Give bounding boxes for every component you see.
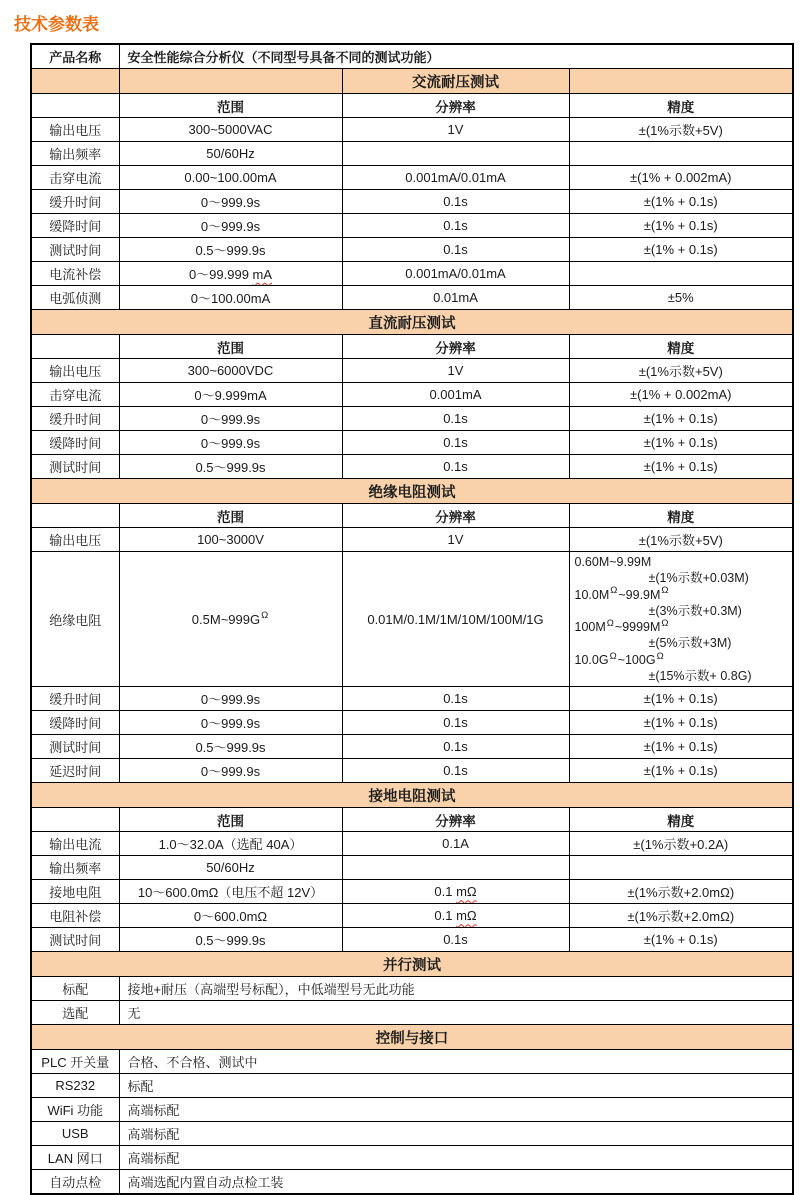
accuracy-cell: ±(1% + 0.002mA) bbox=[569, 166, 793, 190]
range-cell: 0～999.9s bbox=[119, 759, 342, 783]
omega-symbol: Ω bbox=[606, 618, 614, 630]
resolution-cell: 1V bbox=[342, 359, 569, 383]
accuracy-cell: ±(1% + 0.1s) bbox=[569, 687, 793, 711]
spec-row bbox=[31, 286, 793, 310]
spec-row bbox=[31, 928, 793, 952]
omega-symbol: Ω bbox=[661, 585, 669, 597]
row-label-cell: 选配 bbox=[31, 1001, 119, 1025]
resolution-cell: 0.1s bbox=[342, 711, 569, 735]
section-title-cell: 控制与接口 bbox=[31, 1025, 793, 1050]
row-label-cell: 缓升时间 bbox=[31, 407, 119, 431]
row-label-cell: 电弧侦测 bbox=[31, 286, 119, 310]
accuracy-cell bbox=[569, 552, 793, 687]
product-name-label: 产品名称 bbox=[31, 44, 119, 69]
spec-row bbox=[31, 1098, 793, 1122]
range-cell: 0～999.9s bbox=[119, 407, 342, 431]
omega-symbol: Ω bbox=[661, 618, 669, 630]
spec-row bbox=[31, 1170, 793, 1195]
spec-row bbox=[31, 904, 793, 928]
range-cell: 0～100.00mA bbox=[119, 286, 342, 310]
spec-row bbox=[31, 407, 793, 431]
accuracy-cell: ±(1%示数+2.0mΩ) bbox=[569, 904, 793, 928]
row-value-cell: 高端标配 bbox=[119, 1146, 793, 1170]
row-value-cell: 标配 bbox=[119, 1074, 793, 1098]
accuracy-cell: ±(1% + 0.1s) bbox=[569, 190, 793, 214]
accuracy-range-line: 0.60M~9.99M bbox=[574, 555, 652, 569]
section-band-row bbox=[31, 783, 793, 808]
row-label-cell: WiFi 功能 bbox=[31, 1098, 119, 1122]
spec-row bbox=[31, 455, 793, 479]
section-title-cell: 绝缘电阻测试 bbox=[31, 479, 793, 504]
range-cell: 0～9.999mA bbox=[119, 383, 342, 407]
spec-row bbox=[31, 711, 793, 735]
row-label-cell: USB bbox=[31, 1122, 119, 1146]
accuracy-cell: ±(1% + 0.1s) bbox=[569, 928, 793, 952]
row-label-cell: 击穿电流 bbox=[31, 383, 119, 407]
row-label-cell: RS232 bbox=[31, 1074, 119, 1098]
spec-row bbox=[31, 431, 793, 455]
row-value-cell: 高端标配 bbox=[119, 1122, 793, 1146]
column-header-row bbox=[31, 808, 793, 832]
resolution-cell bbox=[342, 142, 569, 166]
column-header-row bbox=[31, 335, 793, 359]
accuracy-cell bbox=[569, 856, 793, 880]
column-header-range: 范围 bbox=[119, 808, 342, 832]
row-label-cell: 测试时间 bbox=[31, 455, 119, 479]
row-label-cell: 测试时间 bbox=[31, 238, 119, 262]
resolution-cell: 1V bbox=[342, 118, 569, 142]
section-band-empty-cell bbox=[569, 69, 793, 94]
spec-row bbox=[31, 359, 793, 383]
resolution-cell: 0.1s bbox=[342, 455, 569, 479]
column-header-empty-cell bbox=[31, 504, 119, 528]
row-label-cell: 击穿电流 bbox=[31, 166, 119, 190]
resolution-cell: 0.1s bbox=[342, 238, 569, 262]
range-cell: 0～999.9s bbox=[119, 431, 342, 455]
spec-row bbox=[31, 759, 793, 783]
spec-row bbox=[31, 856, 793, 880]
accuracy-cell: ±(1%示数+2.0mΩ) bbox=[569, 880, 793, 904]
spec-row bbox=[31, 1122, 793, 1146]
row-label-cell: 缓升时间 bbox=[31, 190, 119, 214]
misspell-squiggle-text: mΩ bbox=[456, 908, 477, 924]
resolution-cell: 0.01M/0.1M/1M/10M/100M/1G bbox=[342, 552, 569, 687]
row-label-cell: 接地电阻 bbox=[31, 880, 119, 904]
resolution-cell: 0.1s bbox=[342, 687, 569, 711]
row-label-cell: 延迟时间 bbox=[31, 759, 119, 783]
column-header-resolution: 分辨率 bbox=[342, 808, 569, 832]
range-cell: 100~3000V bbox=[119, 528, 342, 552]
section-band-empty-cell bbox=[31, 69, 119, 94]
spec-row bbox=[31, 1050, 793, 1074]
column-header-resolution: 分辨率 bbox=[342, 504, 569, 528]
accuracy-cell: ±(1% + 0.1s) bbox=[569, 214, 793, 238]
column-header-empty-cell bbox=[31, 94, 119, 118]
row-label-cell: 输出频率 bbox=[31, 142, 119, 166]
column-header-row bbox=[31, 94, 793, 118]
accuracy-cell: ±(1% + 0.002mA) bbox=[569, 383, 793, 407]
accuracy-cell: ±(1%示数+5V) bbox=[569, 359, 793, 383]
range-cell: 50/60Hz bbox=[119, 856, 342, 880]
page-title: 技术参数表 bbox=[14, 15, 99, 34]
column-header-resolution: 分辨率 bbox=[342, 94, 569, 118]
accuracy-cell bbox=[569, 262, 793, 286]
spec-row bbox=[31, 552, 793, 687]
cell-text: 0.1 bbox=[434, 884, 457, 900]
section-title-cell: 交流耐压测试 bbox=[342, 69, 569, 94]
spec-row bbox=[31, 190, 793, 214]
spec-row bbox=[31, 262, 793, 286]
resolution-cell bbox=[342, 880, 569, 904]
section-band-row bbox=[31, 952, 793, 977]
product-name-row bbox=[31, 44, 793, 69]
accuracy-cell: ±(1%示数+0.2A) bbox=[569, 832, 793, 856]
resolution-cell: 0.1s bbox=[342, 759, 569, 783]
spec-row bbox=[31, 1001, 793, 1025]
row-label-cell: 绝缘电阻 bbox=[31, 552, 119, 687]
row-label-cell: 输出电压 bbox=[31, 118, 119, 142]
row-value-cell: 接地+耐压（高端型号标配），中低端型号无此功能 bbox=[119, 977, 793, 1001]
spec-row bbox=[31, 142, 793, 166]
resolution-cell: 0.1s bbox=[342, 190, 569, 214]
range-cell: 0.5～999.9s bbox=[119, 455, 342, 479]
resolution-cell: 0.01mA bbox=[342, 286, 569, 310]
row-label-cell: 缓升时间 bbox=[31, 687, 119, 711]
resolution-cell: 0.1s bbox=[342, 431, 569, 455]
section-title-cell: 直流耐压测试 bbox=[31, 310, 793, 335]
range-cell: 1.0～32.0A（选配 40A） bbox=[119, 832, 342, 856]
range-cell: 300~6000VDC bbox=[119, 359, 342, 383]
section-band-row bbox=[31, 310, 793, 335]
omega-symbol: Ω bbox=[610, 585, 618, 597]
range-cell: 0～999.9s bbox=[119, 190, 342, 214]
row-label-cell: 自动点检 bbox=[31, 1170, 119, 1195]
spec-row bbox=[31, 880, 793, 904]
spec-row bbox=[31, 687, 793, 711]
spec-row bbox=[31, 977, 793, 1001]
accuracy-value-line: ±(3%示数+0.3M) bbox=[648, 603, 742, 618]
column-header-accuracy: 精度 bbox=[569, 94, 793, 118]
range-cell: 50/60Hz bbox=[119, 142, 342, 166]
range-cell: 300~5000VAC bbox=[119, 118, 342, 142]
column-header-range: 范围 bbox=[119, 335, 342, 359]
resolution-cell: 0.1s bbox=[342, 735, 569, 759]
range-cell: 0.5～999.9s bbox=[119, 928, 342, 952]
column-header-accuracy: 精度 bbox=[569, 808, 793, 832]
resolution-cell: 0.001mA/0.01mA bbox=[342, 262, 569, 286]
spec-row bbox=[31, 735, 793, 759]
resolution-cell bbox=[342, 856, 569, 880]
accuracy-cell bbox=[569, 142, 793, 166]
resolution-cell bbox=[342, 904, 569, 928]
range-cell: $0.5M\sim 999G^\Omega$ bbox=[119, 552, 342, 687]
omega-symbol: Ω bbox=[656, 650, 664, 662]
accuracy-cell: ±(1% + 0.1s) bbox=[569, 455, 793, 479]
row-label-cell: 缓降时间 bbox=[31, 711, 119, 735]
misspell-squiggle-text: mA bbox=[252, 267, 273, 282]
column-header-range: 范围 bbox=[119, 504, 342, 528]
column-header-accuracy: 精度 bbox=[569, 335, 793, 359]
accuracy-cell: ±(1% + 0.1s) bbox=[569, 711, 793, 735]
row-value-cell: 高端标配 bbox=[119, 1098, 793, 1122]
column-header-row bbox=[31, 504, 793, 528]
row-label-cell: 输出频率 bbox=[31, 856, 119, 880]
omega-symbol: Ω bbox=[261, 610, 269, 622]
accuracy-range-line: $100M^\Omega\sim 9999M^\Omega$ bbox=[574, 618, 669, 635]
resolution-cell: 0.1s bbox=[342, 407, 569, 431]
product-name-value: 安全性能综合分析仪（不同型号具备不同的测试功能） bbox=[119, 44, 793, 69]
spec-row bbox=[31, 166, 793, 190]
spec-row bbox=[31, 528, 793, 552]
accuracy-cell: ±(1% + 0.1s) bbox=[569, 759, 793, 783]
resolution-cell: 0.001mA/0.01mA bbox=[342, 166, 569, 190]
accuracy-range-line: $10.0M^\Omega\sim 99.9M^\Omega$ bbox=[574, 585, 669, 602]
row-label-cell: 输出电压 bbox=[31, 528, 119, 552]
range-cell: 10～600.0mΩ（电压不超 12V） bbox=[119, 880, 342, 904]
spec-row bbox=[31, 1074, 793, 1098]
resolution-cell: 0.1s bbox=[342, 214, 569, 238]
row-label-cell: 测试时间 bbox=[31, 735, 119, 759]
row-label-cell: 缓降时间 bbox=[31, 214, 119, 238]
resolution-cell: 0.1s bbox=[342, 928, 569, 952]
accuracy-cell: ±(1% + 0.1s) bbox=[569, 238, 793, 262]
accuracy-cell: ±5% bbox=[569, 286, 793, 310]
accuracy-value-line: ±(5%示数+3M) bbox=[648, 636, 732, 651]
accuracy-cell: ±(1% + 0.1s) bbox=[569, 431, 793, 455]
accuracy-cell: ±(1%示数+5V) bbox=[569, 528, 793, 552]
row-value-cell: 合格、不合格、测试中 bbox=[119, 1050, 793, 1074]
accuracy-value-line: ±(15%示数+ 0.8G) bbox=[648, 669, 752, 684]
section-band-row bbox=[31, 479, 793, 504]
row-label-cell: 标配 bbox=[31, 977, 119, 1001]
column-header-resolution: 分辨率 bbox=[342, 335, 569, 359]
accuracy-cell: ±(1%示数+5V) bbox=[569, 118, 793, 142]
range-cell: 0.5～999.9s bbox=[119, 735, 342, 759]
spec-row bbox=[31, 118, 793, 142]
column-header-empty-cell bbox=[31, 808, 119, 832]
range-cell: 0～999.9s bbox=[119, 214, 342, 238]
row-label-cell: 缓降时间 bbox=[31, 431, 119, 455]
range-cell: 0～600.0mΩ bbox=[119, 904, 342, 928]
accuracy-cell: ±(1% + 0.1s) bbox=[569, 407, 793, 431]
cell-text: 0～99.999 bbox=[188, 267, 253, 282]
resolution-cell: 0.1A bbox=[342, 832, 569, 856]
column-header-accuracy: 精度 bbox=[569, 504, 793, 528]
row-label-cell: 输出电流 bbox=[31, 832, 119, 856]
row-label-cell: 电阻补偿 bbox=[31, 904, 119, 928]
range-cell: 0.00~100.00mA bbox=[119, 166, 342, 190]
accuracy-value-line: ±(1%示数+0.03M) bbox=[648, 571, 749, 586]
row-label-cell: 输出电压 bbox=[31, 359, 119, 383]
section-band-empty-cell bbox=[119, 69, 342, 94]
row-label-cell: LAN 网口 bbox=[31, 1146, 119, 1170]
section-band-row bbox=[31, 69, 793, 94]
spec-table-body bbox=[31, 44, 793, 1194]
column-header-range: 范围 bbox=[119, 94, 342, 118]
misspell-squiggle-text: mΩ bbox=[456, 884, 477, 900]
resolution-cell: 0.001mA bbox=[342, 383, 569, 407]
range-cell: 0.5～999.9s bbox=[119, 238, 342, 262]
cell-text: 0.1 bbox=[434, 908, 457, 924]
section-title-cell: 并行测试 bbox=[31, 952, 793, 977]
accuracy-range-line: $10.0G^\Omega\sim 100G^\Omega$ bbox=[574, 650, 664, 667]
row-label-cell: PLC 开关量 bbox=[31, 1050, 119, 1074]
row-label-cell: 测试时间 bbox=[31, 928, 119, 952]
row-value-cell: 无 bbox=[119, 1001, 793, 1025]
spec-row bbox=[31, 1146, 793, 1170]
spec-row bbox=[31, 832, 793, 856]
section-title-cell: 接地电阻测试 bbox=[31, 783, 793, 808]
row-value-cell: 高端选配内置自动点检工装 bbox=[119, 1170, 793, 1195]
range-cell bbox=[119, 262, 342, 286]
spec-row bbox=[31, 238, 793, 262]
omega-symbol: Ω bbox=[609, 650, 617, 662]
spec-table bbox=[30, 43, 794, 1195]
accuracy-cell: ±(1% + 0.1s) bbox=[569, 735, 793, 759]
section-band-row bbox=[31, 1025, 793, 1050]
range-cell: 0～999.9s bbox=[119, 711, 342, 735]
resolution-cell: 1V bbox=[342, 528, 569, 552]
spec-row bbox=[31, 383, 793, 407]
range-cell: 0～999.9s bbox=[119, 687, 342, 711]
spec-row bbox=[31, 214, 793, 238]
column-header-empty-cell bbox=[31, 335, 119, 359]
row-label-cell: 电流补偿 bbox=[31, 262, 119, 286]
